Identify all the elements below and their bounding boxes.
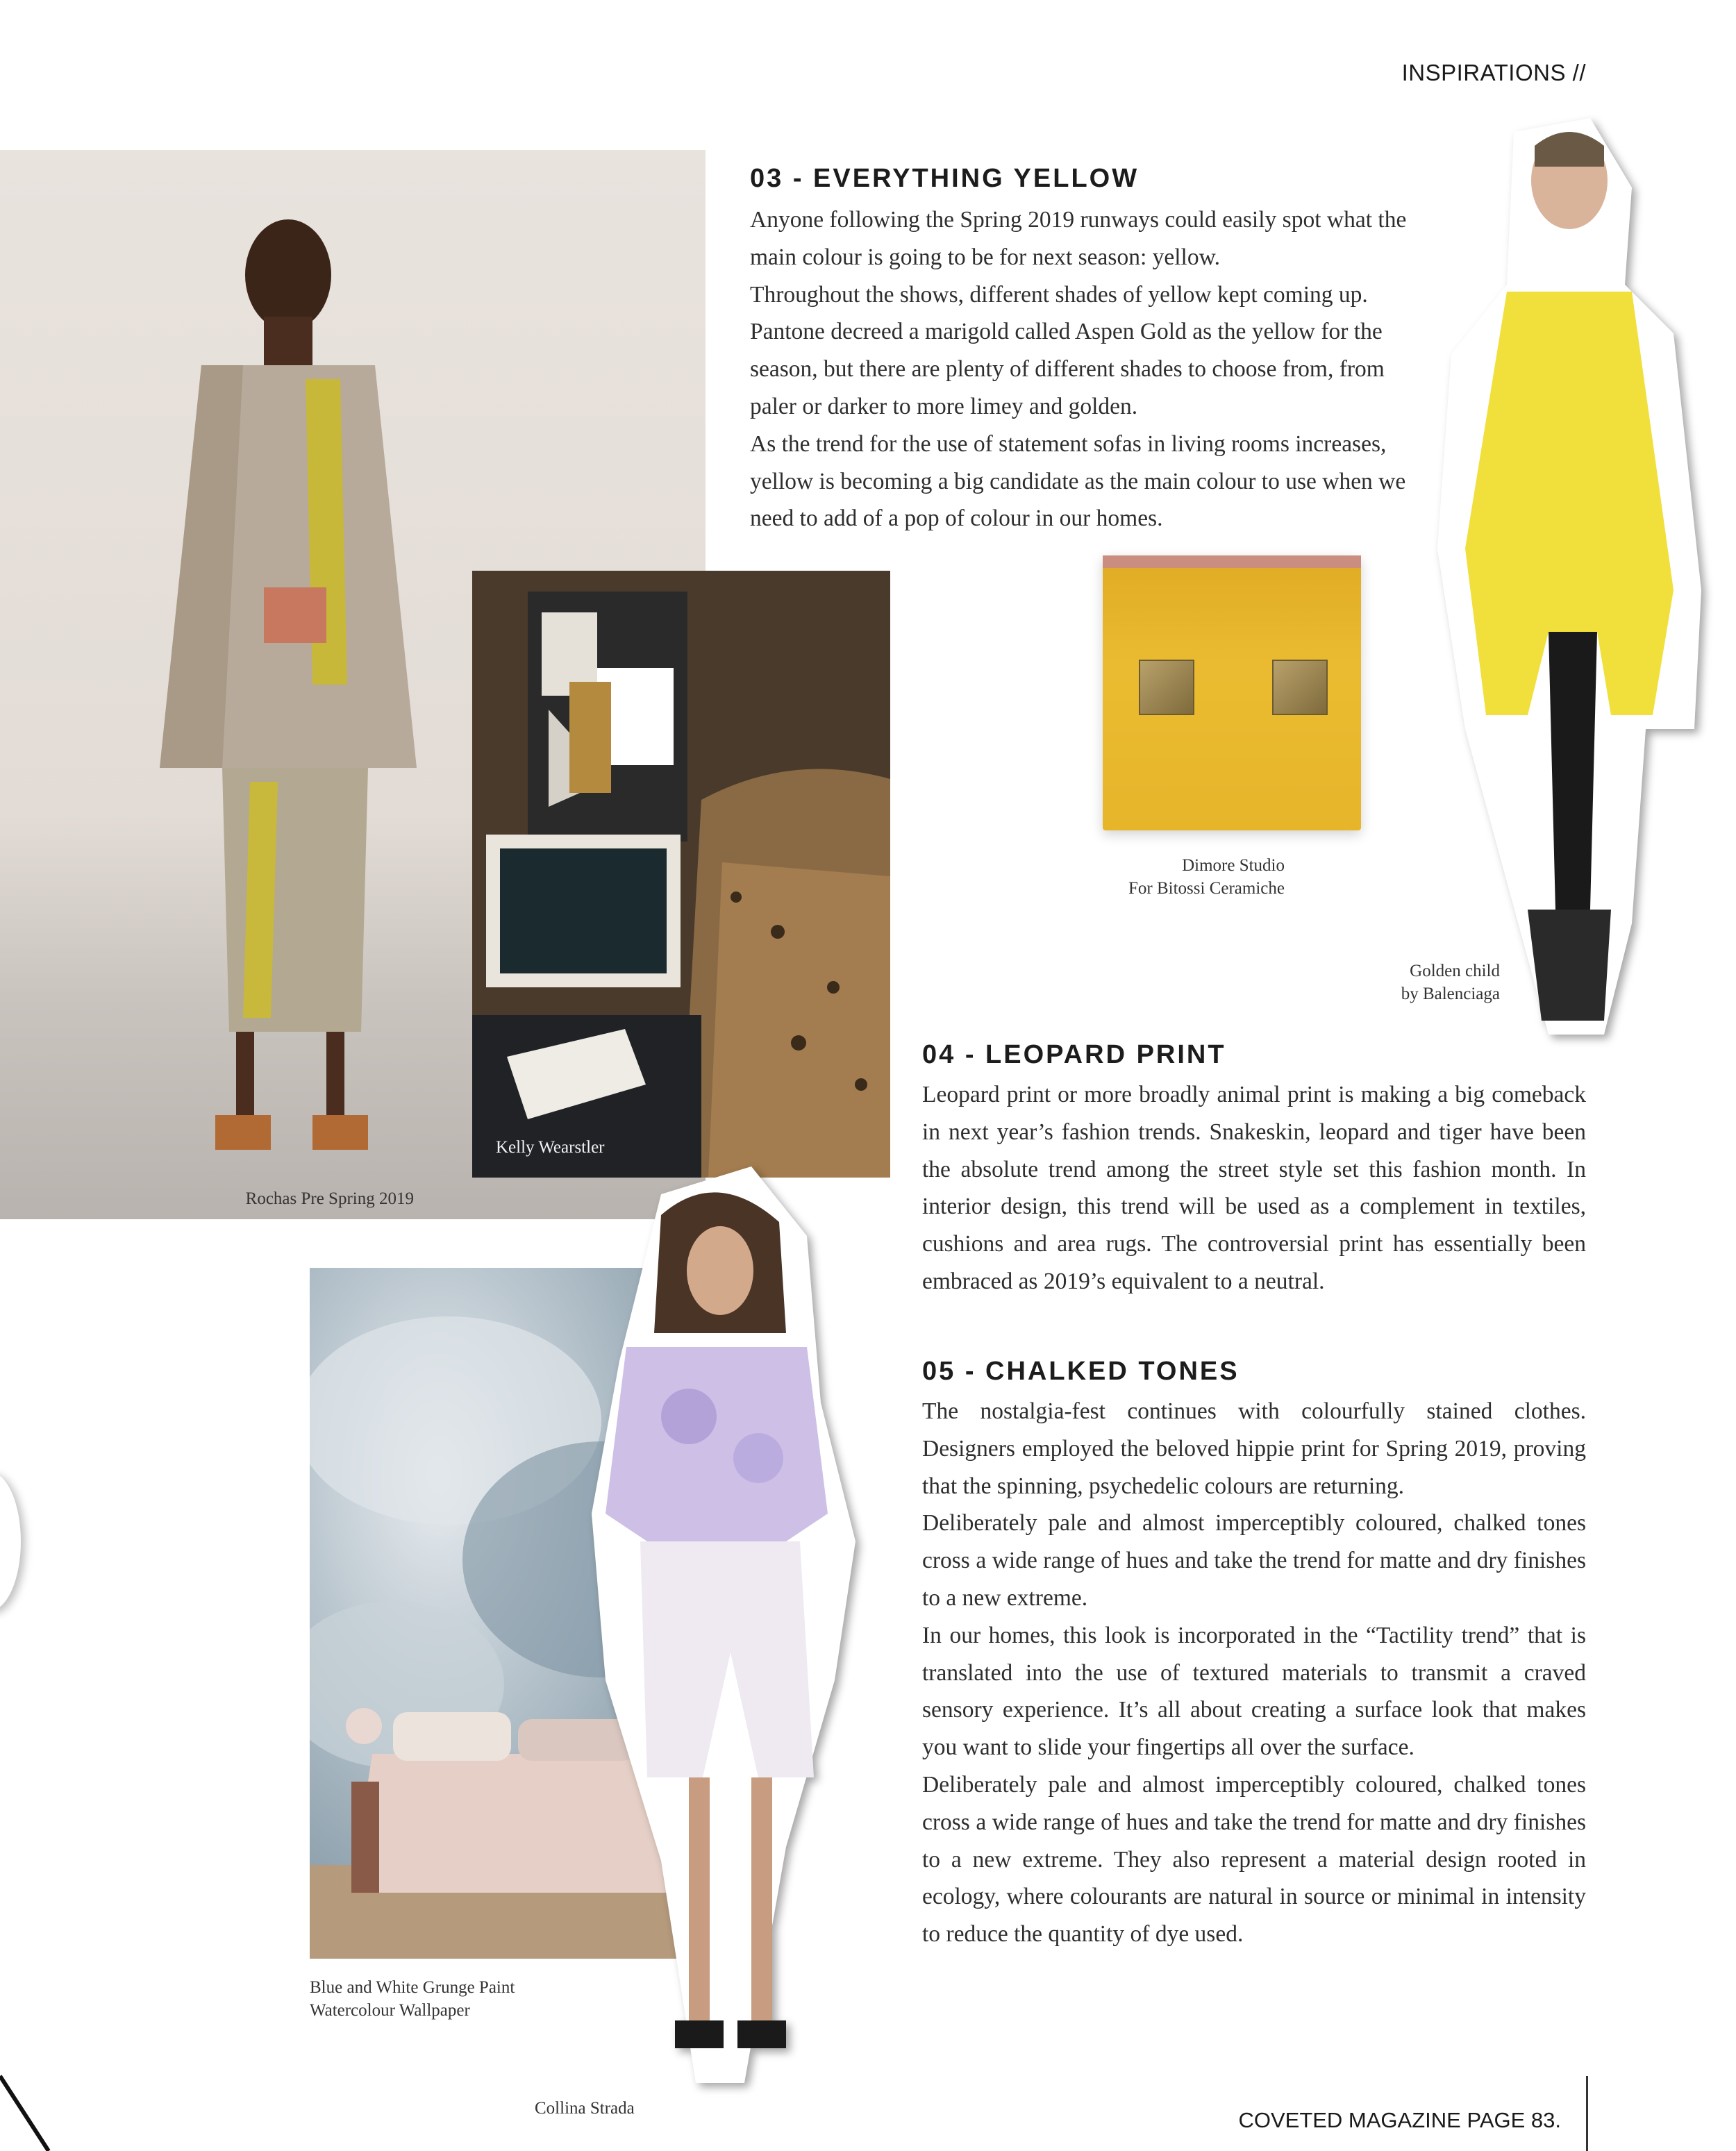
vase-rim — [1103, 555, 1361, 568]
paragraph: Throughout the shows, different shades of yellow kept coming up. Pantone decreed a marigold called Aspen Gold as the yellow for the season, but there are plenty of different shades to choose from, from paler or darker to more limey and golden. — [750, 281, 1385, 419]
vase-clasp-left — [1139, 660, 1194, 715]
caption-line: by Balenciaga — [1401, 985, 1500, 1003]
caption-line: Dimore Studio — [1182, 856, 1285, 875]
paragraph: Deliberately pale and almost imperceptibly coloured, chalked tones cross a wide range of hues and take the trend for matte and dry finishes to a new extreme. — [922, 1510, 1586, 1611]
paragraph: The nostalgia-fest continues with colourfully stained clothes. Designers employed the beloved hippie print for Spring 2019, proving that the spinning, psychedelic colours are returning. — [922, 1398, 1586, 1499]
model-figure-illustration — [139, 199, 431, 1157]
blue-wallpaper-caption — [310, 1976, 515, 2022]
paragraph: As the trend for the use of statement sofas in living rooms increases, yellow is becoming a big candidate as the main colour to use when we need to add of a pop of colour in our homes. — [750, 430, 1406, 532]
rochas-caption: Rochas Pre Spring 2019 — [245, 1189, 414, 1208]
dimore-caption — [1083, 854, 1285, 900]
caption-line: Golden child — [1410, 962, 1500, 980]
section-title-leopard: 04 - LEOPARD PRINT — [922, 1040, 1226, 1069]
balenciaga-model-cutout — [1424, 104, 1715, 1035]
bedroom-illustration — [472, 571, 890, 1178]
section-title-yellow: 03 - EVERYTHING YELLOW — [750, 164, 1140, 193]
golden-child-caption — [1292, 960, 1500, 1005]
decorative-corner-line — [0, 2069, 56, 2151]
kelly-caption: Kelly Wearstler — [496, 1138, 605, 1157]
page-footer: COVETED MAGAZINE PAGE 83. — [1238, 2108, 1561, 2132]
paragraph: Deliberately pale and almost imperceptibly coloured, chalked tones cross a wide range of hues and take the trend for matte and dry finishes to a new extreme. They also represent a material design rooted in ecology, where colourants are natural in source or minimal in intensity to reduce the quantity of dye used. — [922, 1771, 1586, 1948]
caption-line: For Bitossi Ceramiche — [1128, 879, 1285, 898]
caption-line: Watercolour Wallpaper — [310, 2001, 470, 2020]
decorative-curve — [0, 1472, 21, 1611]
paragraph: In our homes, this look is incorporated in the “Tactility trend” that is translated into the use of textured materials to transmit a craved sensory experience. It’s all about creating a surface look that makes you want to slide your fingertips all over the surface. — [922, 1622, 1586, 1761]
caption-line: Blue and White Grunge Paint — [310, 1978, 515, 1997]
section-body-chalked — [922, 1393, 1586, 1953]
section-header: INSPIRATIONS // — [1401, 60, 1586, 85]
yellow-vase-photo — [1103, 555, 1361, 830]
collina-strada-caption: Collina Strada — [535, 2099, 635, 2118]
collina-strada-model-cutout — [578, 1153, 869, 2097]
footer-divider — [1586, 2076, 1588, 2151]
paragraph: Anyone following the Spring 2019 runways could easily spot what the main colour is going to be for next season: yellow. — [750, 207, 1407, 270]
section-body-leopard — [922, 1076, 1586, 1300]
paragraph: Leopard print or more broadly animal print is making a big comeback in next year’s fashion trends. Snakeskin, leopard and tiger have been the absolute trend among the street style set this fashion month. In interior design, this trend will be used as a complement in textiles, cushions and area rugs. The controversial print has essentially been embraced as 2019’s equivalent to a neutral. — [922, 1082, 1586, 1294]
vase-clasp-right — [1272, 660, 1328, 715]
section-body-yellow — [750, 201, 1417, 537]
kelly-wearstler-photo — [472, 571, 890, 1178]
section-title-chalked: 05 - CHALKED TONES — [922, 1357, 1240, 1386]
